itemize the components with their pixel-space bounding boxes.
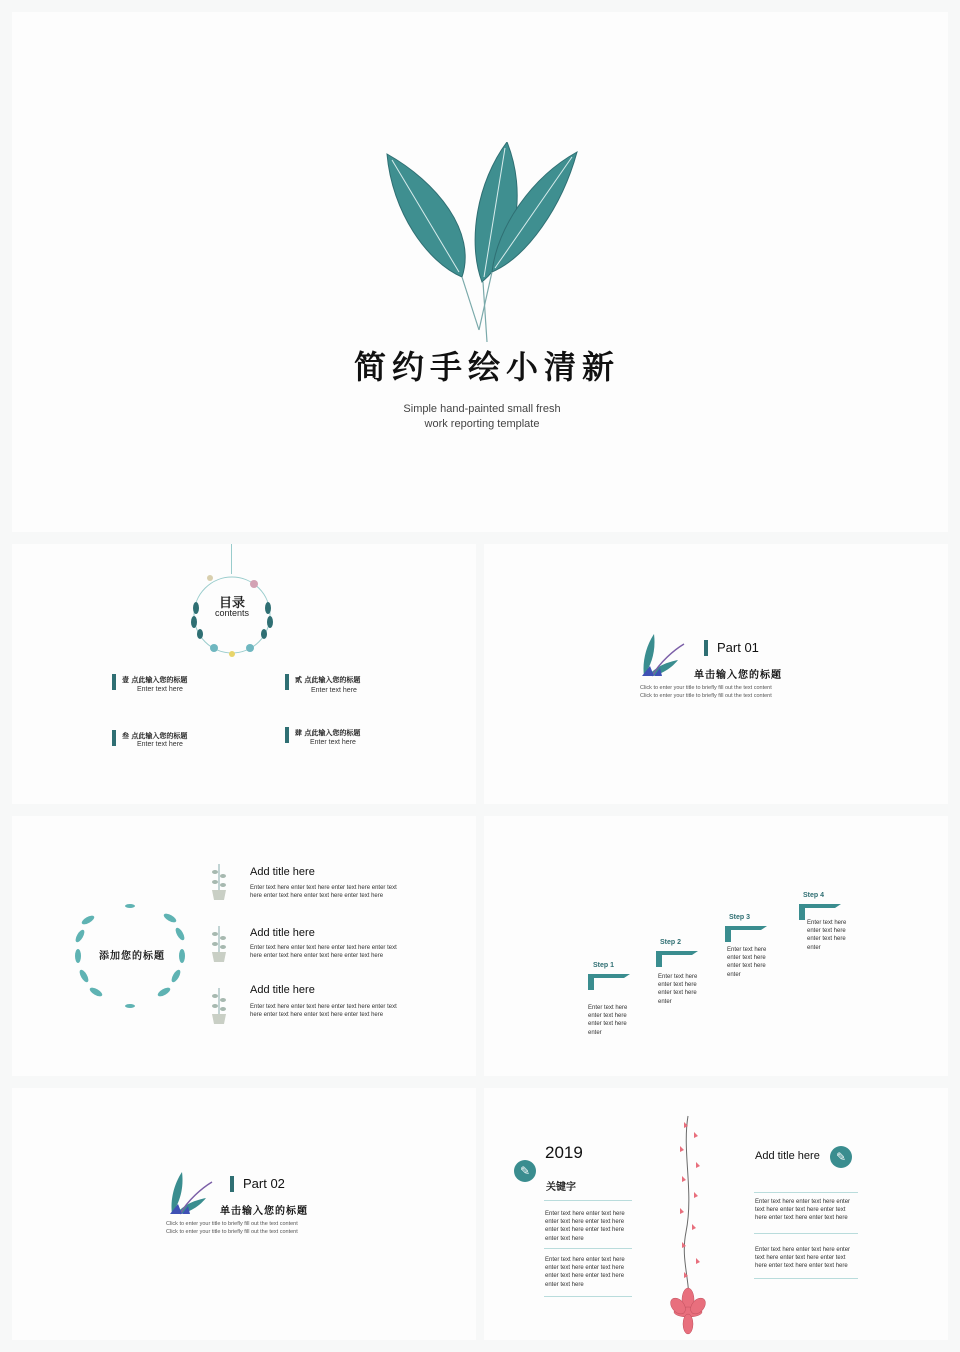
step-1-text <box>588 1004 627 1037</box>
step-2-text <box>658 973 697 1006</box>
year-left-1-line2: enter text here enter text here <box>545 1219 625 1226</box>
wreath-item-3-text <box>250 1003 460 1019</box>
wreath-item-2-line1: Enter text here enter text here enter text here enter text <box>250 945 397 951</box>
cover-slide <box>12 12 948 532</box>
divider <box>544 1200 632 1201</box>
toc-bar-3 <box>112 730 116 746</box>
step-1-line3: enter text here <box>588 1021 627 1028</box>
part1-bar <box>704 640 708 656</box>
year-label: 2019 <box>545 1143 583 1162</box>
wreath-item-1-title[interactable]: Add title here <box>250 866 315 878</box>
wreath-item-2-text <box>250 944 460 960</box>
step-4-line3: enter text here <box>807 936 846 943</box>
step-3-text <box>727 946 766 979</box>
year-right-1-line3: here enter text here enter text here <box>755 1215 848 1222</box>
part1-desc-line2: Click to enter your title to briefly fill out the text content <box>640 693 772 699</box>
toc-item-1-text: Enter text here <box>137 686 183 693</box>
year-right-block-2 <box>755 1246 850 1271</box>
wreath-item-3-line2: here enter text here enter text here enter text here <box>250 1012 384 1019</box>
wreath-item-2-title[interactable]: Add title here <box>250 927 315 939</box>
year-right-2-line3: here enter text here enter text here <box>755 1263 848 1270</box>
wreath-slide <box>12 816 476 1076</box>
step-2-marker <box>656 951 698 967</box>
step-3-marker <box>725 926 767 942</box>
step-3-line2: enter text here <box>727 955 766 962</box>
part1-desc <box>640 684 880 700</box>
year-left-2-line4: enter text here <box>545 1281 584 1288</box>
part1-slide <box>484 544 948 804</box>
step-2-label: Step 2 <box>660 939 682 946</box>
part1-title[interactable]: 单击输入您的标题 <box>694 670 782 681</box>
part2-title[interactable]: 单击输入您的标题 <box>220 1206 308 1217</box>
part2-desc <box>166 1220 406 1236</box>
year-right-2-line1: Enter text here enter text here enter <box>755 1247 851 1253</box>
step-3-line3: enter text here <box>727 963 766 970</box>
step-2-line4: enter <box>658 998 672 1005</box>
cover-title: 简约手绘小清新 <box>353 348 620 386</box>
cover-subtitle-line2: work reporting template <box>424 418 540 430</box>
step-1-line4: enter <box>588 1029 602 1036</box>
divider <box>754 1278 858 1279</box>
step-1-marker <box>588 974 630 990</box>
year-left-2-line3: enter text here enter text here <box>545 1273 625 1280</box>
step-2-line2: enter text here <box>658 982 697 989</box>
step-4-label: Step 4 <box>803 892 825 899</box>
step-1-label: Step 1 <box>593 962 615 969</box>
year-left-2-line1: Enter text here enter text here <box>545 1257 625 1263</box>
part2-desc-line2: Click to enter your title to briefly fill out the text content <box>166 1229 298 1235</box>
wreath-text: 添加您的标题 <box>99 951 165 962</box>
toc-item-2-title[interactable]: 贰 点此输入您的标题 <box>295 675 361 684</box>
step-4-line4: enter <box>807 944 821 951</box>
toc-item-1-title[interactable]: 壹 点此输入您的标题 <box>122 675 188 684</box>
divider <box>544 1248 632 1249</box>
part2-slide <box>12 1088 476 1340</box>
step-4-text <box>807 919 846 952</box>
potted-plant-icon <box>208 924 230 964</box>
steps-slide <box>484 816 948 1076</box>
toc-bar-4 <box>285 727 289 743</box>
plant-icon <box>166 1170 214 1216</box>
contents-title-cn: 目录 <box>218 596 245 611</box>
step-1-line2: enter text here <box>588 1013 627 1020</box>
step-4-marker <box>799 904 841 920</box>
part1-label: Part 01 <box>717 640 759 655</box>
potted-plant-icon <box>208 986 230 1026</box>
year-right-1-line1: Enter text here enter text here enter <box>755 1199 851 1205</box>
divider <box>544 1296 632 1297</box>
toc-item-3-text: Enter text here <box>137 741 183 748</box>
year-right-2-line2: text here enter text here enter text <box>755 1255 846 1262</box>
wreath-item-3-line1: Enter text here enter text here enter text here enter text <box>250 1004 397 1010</box>
year-left-2-line2: enter text here enter text here <box>545 1265 625 1272</box>
toc-item-4-text: Enter text here <box>310 739 356 746</box>
divider <box>754 1192 858 1193</box>
plant-icon <box>638 632 686 678</box>
potted-plant-icon <box>208 862 230 902</box>
edit-icon[interactable]: ✎ <box>830 1146 852 1168</box>
step-2-line1: Enter text here <box>658 974 698 980</box>
divider <box>754 1233 858 1234</box>
year-left-1-line4: enter text here <box>545 1235 584 1242</box>
pencil-icon[interactable]: ✎ <box>514 1160 536 1182</box>
year-left-1-line3: enter text here enter text here <box>545 1227 625 1234</box>
toc-bar-2 <box>285 674 289 690</box>
wreath-item-1-line2: here enter text here enter text here enter text here <box>250 893 384 900</box>
year-left-block-2 <box>545 1256 625 1289</box>
part1-desc-line1: Click to enter your title to briefly fill out the text content <box>640 685 772 691</box>
cover-subtitle <box>382 402 582 432</box>
leaves-illustration <box>367 142 587 352</box>
step-4-line1: Enter text here <box>807 920 847 926</box>
year-left-1-line1: Enter text here enter text here <box>545 1211 625 1217</box>
part2-desc-line1: Click to enter your title to briefly fill out the text content <box>166 1221 298 1227</box>
part2-bar <box>230 1176 234 1192</box>
part2-label: Part 02 <box>243 1176 285 1191</box>
vine-illustration <box>664 1112 714 1338</box>
contents-title-en: contents <box>214 608 250 618</box>
wreath-item-1-line1: Enter text here enter text here enter text here enter text <box>250 885 397 891</box>
year-right-1-line2: text here enter text here enter text <box>755 1207 846 1214</box>
toc-bar-1 <box>112 674 116 690</box>
contents-slide <box>12 544 476 804</box>
step-3-line4: enter <box>727 971 741 978</box>
year-right-title[interactable]: Add title here <box>755 1150 820 1162</box>
toc-item-3-title[interactable]: 叁 点此输入您的标题 <box>122 731 188 740</box>
year-left-block-1 <box>545 1210 625 1243</box>
step-3-label: Step 3 <box>729 914 751 921</box>
toc-item-2-text: Enter text here <box>311 687 357 694</box>
wreath-item-1-text <box>250 884 460 900</box>
step-1-line1: Enter text here <box>588 1005 628 1011</box>
cover-subtitle-line1: Simple hand-painted small fresh <box>403 403 561 415</box>
year-right-block-1 <box>755 1198 850 1223</box>
step-4-line2: enter text here <box>807 928 846 935</box>
year-slide <box>484 1088 948 1340</box>
wreath-item-2-line2: here enter text here enter text here enter text here <box>250 953 384 960</box>
wreath-item-3-title[interactable]: Add title here <box>250 984 315 996</box>
step-2-line3: enter text here <box>658 990 697 997</box>
keyword-label: 关键字 <box>546 1182 576 1193</box>
step-3-line1: Enter text here <box>727 947 767 953</box>
toc-item-4-title[interactable]: 肆 点此输入您的标题 <box>295 728 361 737</box>
